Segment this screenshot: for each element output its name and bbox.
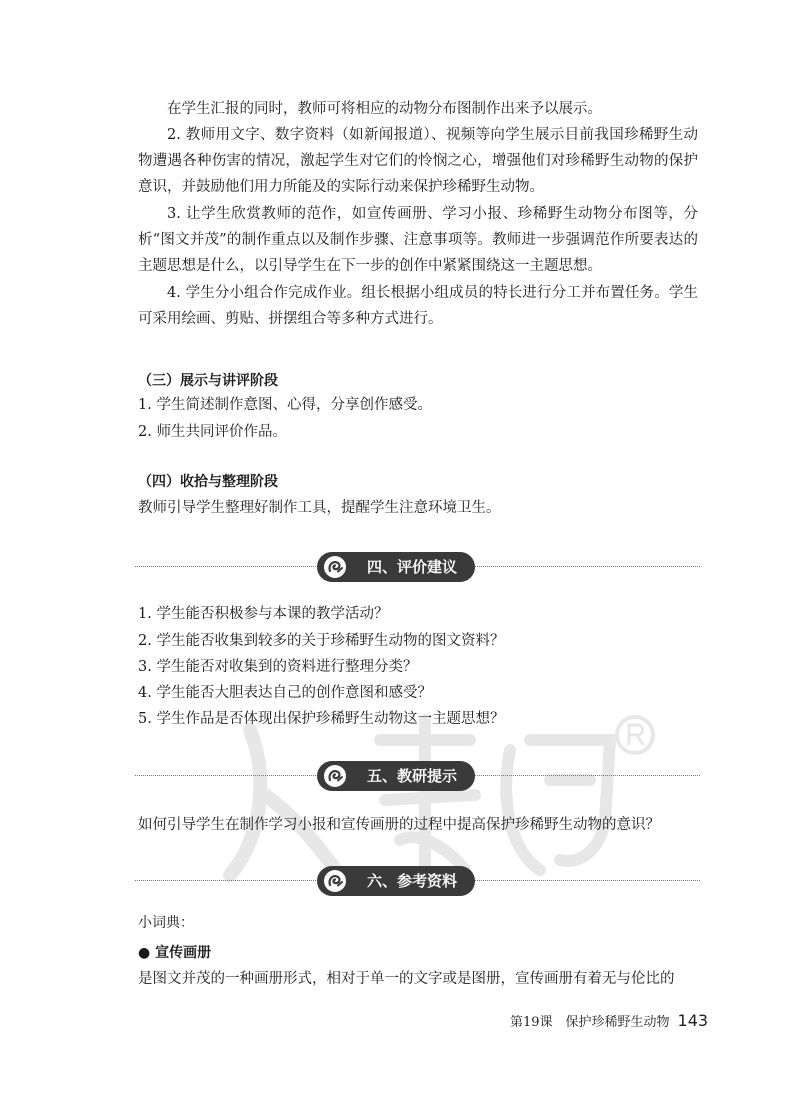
stage-3-heading: （三）展示与讲评阶段: [138, 373, 278, 389]
swirl-icon: [323, 869, 347, 893]
section-header-research-tips: [135, 761, 700, 791]
stage-3-item: 1. 学生简述制作意图、心得，分享创作感受。: [138, 397, 432, 413]
paragraph-item-4: 4. 学生分小组合作完成作业。组长根据小组成员的特长进行分工并布置任务。学生可采用绘画、剪贴、拼摆组合等多种方式进行。: [138, 285, 698, 327]
section-header-references: [135, 866, 700, 896]
section-title: 四、评价建议: [367, 558, 458, 576]
glossary-term: ● 宣传画册: [138, 945, 212, 961]
glossary-definition: 是图文并茂的一种画册形式，相对于单一的文字或是图册，宣传画册有着无与伦比的: [138, 971, 675, 987]
paragraph-intro: 在学生汇报的同时，教师可将相应的动物分布图制作出来予以展示。: [167, 101, 602, 117]
research-tip-text: 如何引导学生在制作学习小报和宣传画册的过程中提高保护珍稀野生动物的意识？: [138, 817, 660, 833]
paragraph-item-2: 2. 教师用文字、数字资料（如新闻报道）、视频等向学生展示目前我国珍稀野生动物遭遇各种伤害的情况，激起学生对它们的怜悯之心，增强他们对珍稀野生动物的保护意识，并鼓励他们用力所能及的实际行动来保护珍稀野生动物。: [138, 127, 698, 195]
glossary-heading: 小词典：: [138, 915, 194, 931]
evaluation-item: 4. 学生能否大胆表达自己的创作意图和感受？: [138, 685, 432, 701]
section-title: 六、参考资料: [367, 872, 458, 890]
section-pill: [317, 866, 475, 896]
section-pill: [317, 552, 475, 582]
evaluation-item: 1. 学生能否积极参与本课的教学活动？: [138, 606, 389, 622]
section-pill: [317, 761, 475, 791]
page-footer: [510, 1009, 708, 1035]
evaluation-item: 5. 学生作品是否体现出保护珍稀野生动物这一主题思想？: [138, 711, 505, 727]
stage-4-text: 教师引导学生整理好制作工具，提醒学生注意环境卫生。: [138, 500, 501, 516]
section-header-evaluation: [135, 552, 700, 582]
evaluation-item: 3. 学生能否对收集到的资料进行整理分类？: [138, 659, 418, 675]
stage-4-heading: （四）收拾与整理阶段: [138, 474, 278, 490]
paragraph-item-3: 3. 让学生欣赏教师的范作，如宣传画册、学习小报、珍稀野生动物分布图等，分析“图文并茂”的制作重点以及制作步骤、注意事项等。教师进一步强调范作所要表达的主题思想是什么，以引导学生在下一步的创作中紧紧围绕这一主题思想。: [138, 206, 698, 274]
section-title: 五、教研提示: [367, 767, 458, 785]
stage-3-item: 2. 师生共同评价作品。: [138, 424, 287, 440]
evaluation-item: 2. 学生能否收集到较多的关于珍稀野生动物的图文资料？: [138, 633, 505, 649]
swirl-icon: [323, 555, 347, 579]
page-number: 143: [677, 1011, 709, 1030]
lesson-title: 第19课 保护珍稀野生动物: [510, 1015, 670, 1030]
swirl-icon: [323, 764, 347, 788]
